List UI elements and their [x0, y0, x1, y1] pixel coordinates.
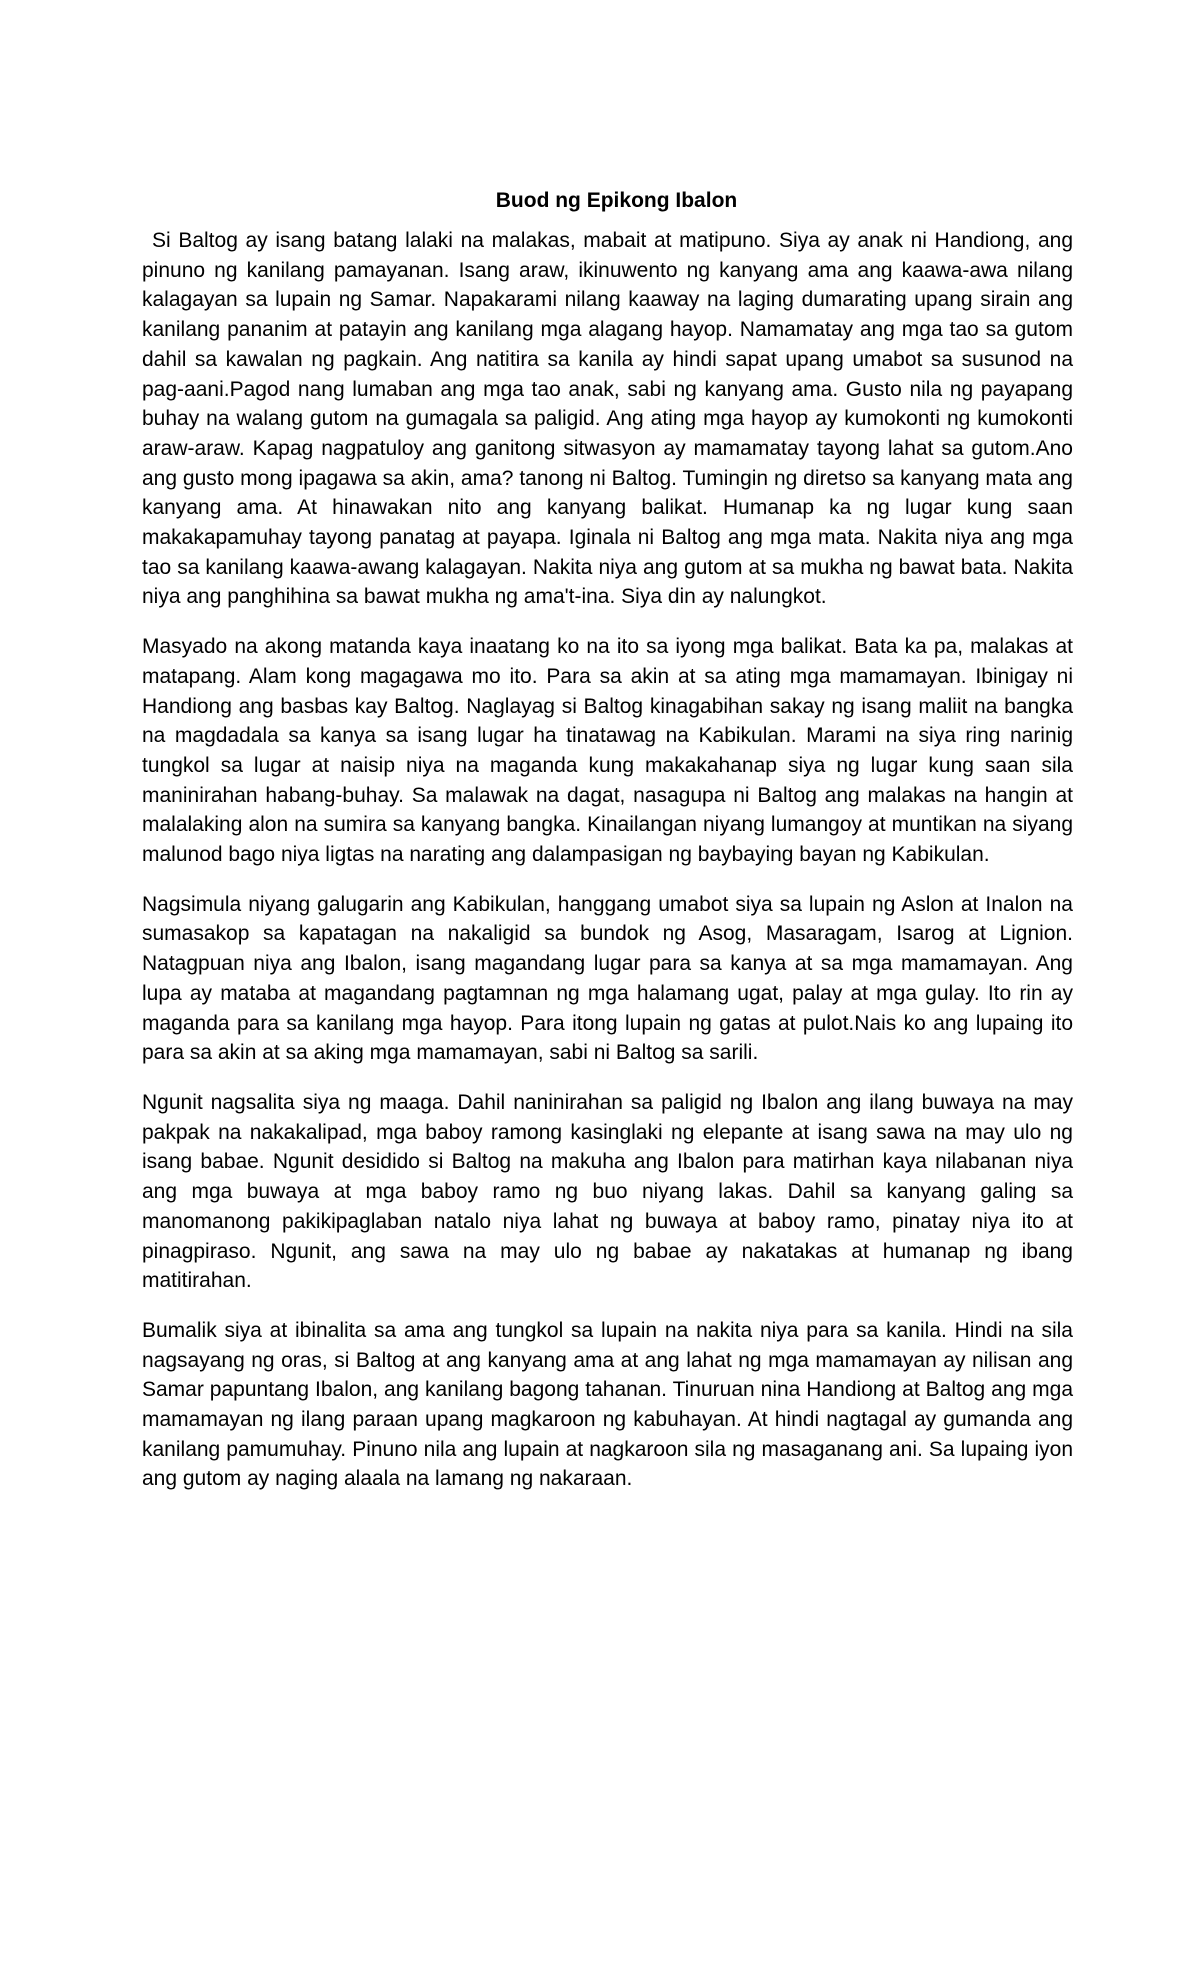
paragraph-3: Nagsimula niyang galugarin ang Kabikulan, hanggang umabot siya sa lupain ng Aslon at Inalon na sumasakop sa kapatagan na nakaligid sa bundok ng Asog, Masaragam, Isarog at Lignion. Natagpuan niya ang Ibalon, isang magandang lugar para sa kanya at sa mga mamamayan. Ang lupa ay mataba at magandang pagtamnan ng mga halamang ugat, palay at mga gulay. Ito rin ay maganda para sa kanilang mga hayop. Para itong lupain ng gatas at pulot.Nais ko ang lupaing ito para sa akin at sa aking mga mamamayan, sabi ni Baltog sa sarili.: [142, 892, 1073, 1065]
paragraph-5: Bumalik siya at ibinalita sa ama ang tungkol sa lupain na nakita niya para sa kanila. Hindi na sila nagsayang ng oras, si Baltog at ang kanyang ama at ang lahat ng mga mamamayan ay nilisan ang Samar papuntang Ibalon, ang kanilang bagong tahanan. Tinuruan nina Handiong at Baltog ang mga mamamayan ng ilang paraan upang magkaroon ng kabuhayan. At hindi nagtagal ay gumanda ang kanilang pamumuhay. Pinuno nila ang lupain at nagkaroon sila ng masaganang ani. Sa lupaing iyon ang gutom ay naging alaala na lamang ng nakaraan.: [142, 1318, 1073, 1491]
document-title: Buod ng Epikong Ibalon: [495, 189, 738, 212]
paragraph-4: Ngunit nagsalita siya ng maaga. Dahil naninirahan sa paligid ng Ibalon ang ilang buwaya na may pakpak na nakakalipad, mga baboy ramong kasinglaki ng elepante at isang sawa na may ulo ng isang babae. Ngunit desidido si Baltog na makuha ang Ibalon para matirhan kaya nilabanan niya ang mga buwaya at mga baboy ramo ng buo niyang lakas. Dahil sa kanyang galing sa manomanong pakikipaglaban natalo niya lahat ng buwaya at baboy ramo, pinatay niya ito at pinagpiraso. Ngunit, ang sawa na may ulo ng babae ay nakatakas at humanap ng ibang matitirahan.: [142, 1090, 1073, 1293]
paragraph-1: Si Baltog ay isang batang lalaki na malakas, mabait at matipuno. Siya ay anak ni Handiong, ang pinuno ng kanilang pamayanan. Isang araw, ikinuwento ng kanyang ama ang kaawa-awa nilang kalagayan sa lupain ng Samar. Napakarami nilang kaaway na laging dumarating upang sirain ang kanilang pananim at patayin ang kanilang mga alagang hayop. Namamatay ang mga tao sa gutom dahil sa kawalan ng pagkain. Ang natitira sa kanila ay hindi sapat upang umabot sa susunod na pag-aani.Pagod nang lumaban ang mga tao anak, sabi ng kanyang ama. Gusto nila ng payapang buhay na walang gutom na gumagala sa paligid. Ang ating mga hayop ay kumokonti ng kumokonti araw-araw. Kapag nagpatuloy ang ganitong sitwasyon ay mamamatay tayong lahat sa gutom.Ano ang gusto mong ipagawa sa akin, ama? tanong ni Baltog. Tumingin ng diretso sa kanyang mata ang kanyang ama. At hinawakan nito ang kanyang balikat. Humanap ka ng lugar kung saan makakapamuhay tayong panatag at payapa. Iginala ni Baltog ang mga mata. Nakita niya ang mga tao sa kanilang kaawa-awang kalagayan. Nakita niya ang gutom at sa mukha ng bawat bata. Nakita niya ang panghihina sa bawat mukha ng ama't-ina. Siya din ay nalungkot.: [142, 229, 1073, 609]
document-body: [142, 186, 1073, 1514]
paragraph-2: Masyado na akong matanda kaya inaatang ko na ito sa iyong mga balikat. Bata ka pa, malakas at matapang. Alam kong magagawa mo ito. Para sa akin at sa ating mga mamamayan. Ibinigay ni Handiong ang basbas kay Baltog. Naglayag si Baltog kinagabihan sakay ng isang maliit na bangka na magdadala sa kanya sa isang lugar ha tinatawag na Kabikulan. Marami na siya ring narinig tungkol sa lugar at naisip niya na maganda kung makakahanap siya ng lugar kung saan sila maninirahan habang-buhay. Sa malawak na dagat, nasagupa ni Baltog ang malakas na hangin at malalaking alon na sumira sa kanyang bangka. Kinailangan niyang lumangoy at muntikan na siyang malunod bago niya ligtas na narating ang dalampasigan ng baybaying bayan ng Kabikulan.: [142, 635, 1073, 867]
